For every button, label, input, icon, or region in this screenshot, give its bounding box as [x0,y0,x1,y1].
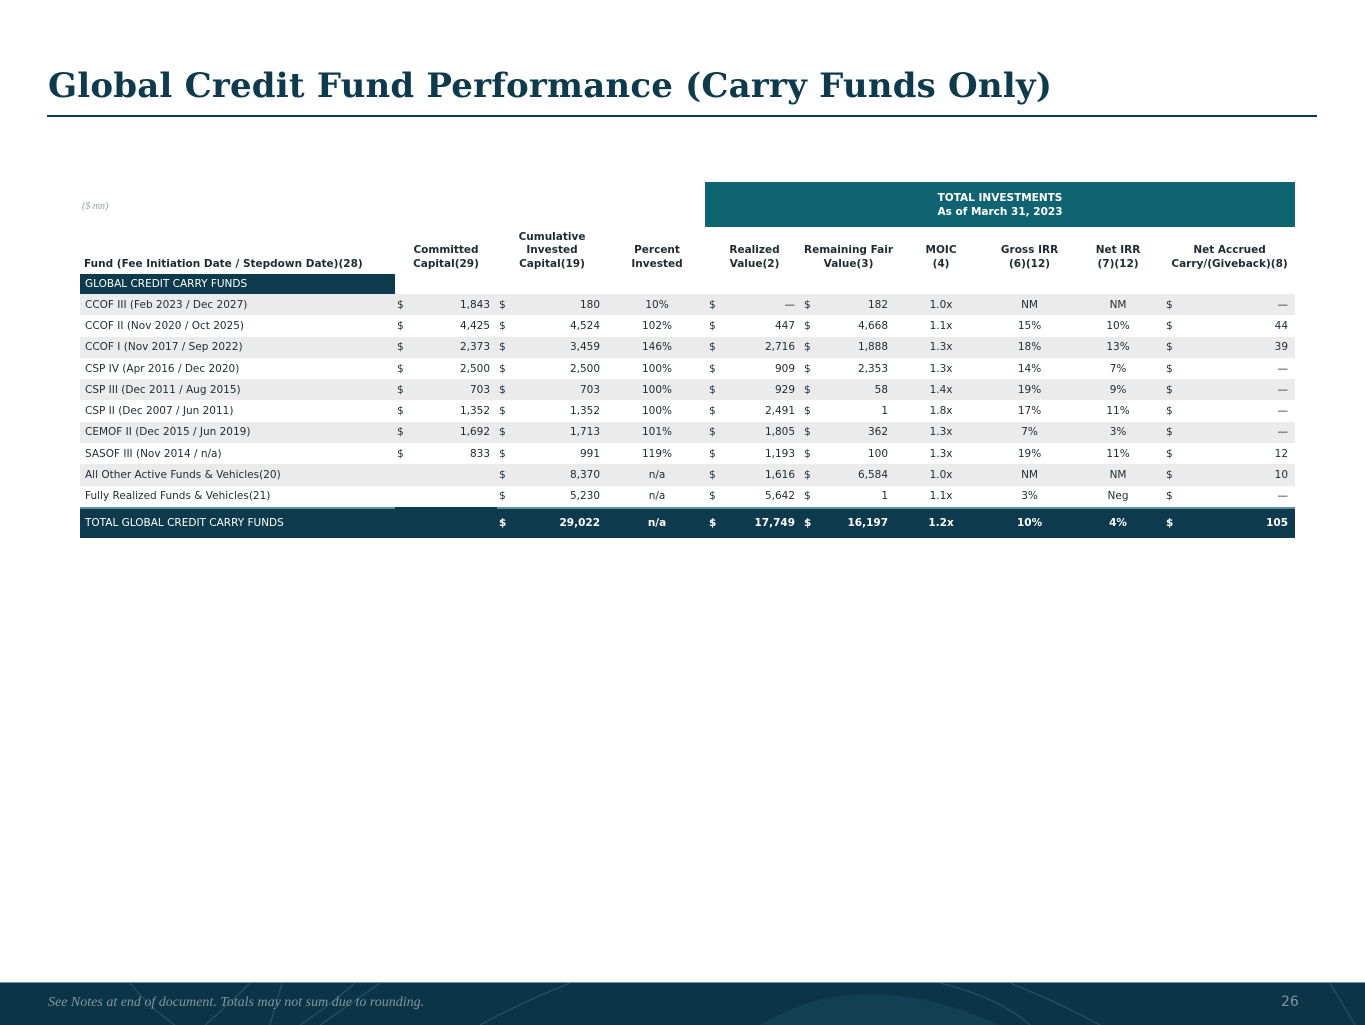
fund-name: TOTAL GLOBAL CREDIT CARRY FUNDS [80,508,395,538]
table-row [80,294,1295,315]
remaining-fair-value: 58 [824,379,895,400]
net-accrued-carry: — [1186,422,1295,443]
realized-value: 929 [729,379,802,400]
currency-symbol: $ [1164,294,1186,315]
header-gross-irr [987,228,1072,274]
realized-value: 17,749 [729,508,802,538]
moic: 1.1x [929,490,953,503]
remaining-fair-value: 16,197 [824,508,895,538]
moic: 1.3x [895,422,987,443]
currency-symbol: $ [804,405,811,418]
currency-symbol: $ [499,319,506,332]
page-number: 26 [1281,994,1299,1010]
moic: 1.0x [895,294,987,315]
table-row [80,443,1295,464]
fund-name: CSP III (Dec 2011 / Aug 2015) [80,379,395,400]
currency-symbol: $ [707,294,729,315]
header-committed [395,228,497,274]
currency-symbol: $ [804,447,811,460]
currency-symbol: $ [1164,337,1186,358]
currency-symbol: $ [804,490,811,503]
net-irr: 11% [1106,405,1130,418]
currency-symbol: $ [497,294,519,315]
footer [0,982,1365,1025]
net-irr: 3% [1072,422,1164,443]
committed-capital: 1,843 [417,294,497,315]
net-irr: 10% [1106,319,1130,332]
cumulative-invested: 991 [579,447,601,460]
header-percent [607,228,707,274]
gross-irr: 18% [987,337,1072,358]
currency-symbol: $ [395,379,417,400]
table-row [80,315,1295,336]
header-line: Capital(29) [413,257,479,270]
header-line: Value(2) [729,257,780,270]
cumulative-invested: 1,352 [569,405,601,418]
percent-invested: 100% [642,362,673,375]
table-row [80,486,1295,508]
percent-invested: 100% [642,405,673,418]
committed-capital: 4,425 [459,319,491,332]
net-irr: 9% [1072,379,1164,400]
currency-symbol: $ [709,490,716,503]
committed-capital: 1,692 [417,422,497,443]
currency-symbol: $ [707,337,729,358]
net-accrued-carry: — [1277,490,1289,503]
fund-performance-table [80,228,1295,538]
percent-invested: n/a [607,464,707,485]
currency-symbol: $ [395,337,417,358]
net-irr: NM [1072,294,1164,315]
cumulative-invested: 1,713 [519,422,607,443]
currency-symbol: $ [707,379,729,400]
net-accrued-carry: — [1186,294,1295,315]
header-line: Invested [526,244,578,256]
moic: 1.1x [929,319,953,332]
percent-invested: 102% [642,319,673,332]
currency-symbol: $ [1164,464,1186,485]
currency-symbol: $ [1166,447,1173,460]
units-label: ($ mn) [82,201,109,212]
currency-symbol: $ [499,362,506,375]
net-irr: NM [1072,464,1164,485]
cumulative-invested: 703 [519,379,607,400]
net-irr: 7% [1109,362,1127,375]
band-title: TOTAL INVESTMENTS [937,192,1063,204]
gross-irr: 14% [1017,362,1042,375]
remaining-fair-value: 1 [881,490,889,503]
currency-symbol: $ [497,464,519,485]
header-line: (4) [932,257,950,270]
cumulative-invested: 180 [519,294,607,315]
percent-invested: n/a [607,508,707,538]
remaining-fair-value: 100 [867,447,889,460]
realized-value: 1,805 [729,422,802,443]
committed-capital: 2,500 [459,362,491,375]
header-row [80,228,1295,274]
moic: 1.3x [895,337,987,358]
net-irr: 11% [1106,447,1130,460]
currency-symbol: $ [497,379,519,400]
realized-value: 5,642 [764,490,796,503]
percent-invested: 146% [607,337,707,358]
currency-symbol: $ [395,294,417,315]
header-line: MOIC [925,244,957,256]
moic: 1.3x [929,362,953,375]
currency-symbol: $ [709,362,716,375]
currency-symbol: $ [802,464,824,485]
currency-symbol: $ [804,362,811,375]
percent-invested: n/a [648,490,666,503]
cumulative-invested: 8,370 [519,464,607,485]
currency-symbol: $ [1166,362,1173,375]
header-line: Realized [729,244,780,256]
currency-symbol: $ [804,319,811,332]
empty-cell [395,464,417,485]
remaining-fair-value: 1,888 [824,337,895,358]
net-accrued-carry: — [1186,379,1295,400]
remaining-fair-value: 362 [824,422,895,443]
header-line: Cumulative [518,230,586,243]
currency-symbol: $ [1164,508,1186,538]
header-realized [707,228,802,274]
header-net-irr [1072,228,1164,274]
fund-name: Fully Realized Funds & Vehicles(21) [85,490,271,503]
fund-name: All Other Active Funds & Vehicles(20) [80,464,395,485]
header-line: Committed [413,244,479,256]
table-row [80,422,1295,443]
empty-cell [417,486,497,508]
percent-invested: 100% [607,379,707,400]
currency-symbol: $ [802,379,824,400]
header-moic [895,228,987,274]
empty-cell [417,508,497,538]
remaining-fair-value: 2,353 [857,362,889,375]
currency-symbol: $ [709,319,716,332]
currency-symbol: $ [802,422,824,443]
percent-invested: 119% [642,447,673,460]
moic: 1.4x [895,379,987,400]
header-line: Capital(19) [519,257,585,270]
header-remaining [802,228,895,274]
realized-value: 909 [774,362,796,375]
table-row [80,337,1295,358]
fund-name: CSP II (Dec 2007 / Jun 2011) [85,405,234,418]
currency-symbol: $ [1164,379,1186,400]
header-line: (6)(12) [1008,257,1051,270]
percent-invested: 10% [607,294,707,315]
currency-symbol: $ [499,405,506,418]
currency-symbol: $ [802,294,824,315]
gross-irr: 17% [1017,405,1042,418]
currency-symbol: $ [497,337,519,358]
section-row [80,274,1295,294]
realized-value: 2,716 [729,337,802,358]
net-accrued-carry: 10 [1186,464,1295,485]
header-line: Net Accrued [1193,244,1266,256]
currency-symbol: $ [497,508,519,538]
empty-cell [417,464,497,485]
header-fund: Fund (Fee Initiation Date / Stepdown Date)(28) [84,257,363,270]
percent-invested: 101% [607,422,707,443]
committed-capital: 1,352 [459,405,491,418]
net-irr: 13% [1072,337,1164,358]
net-accrued-carry: — [1277,405,1289,418]
fund-name: SASOF III (Nov 2014 / n/a) [85,447,222,460]
gross-irr: NM [987,294,1072,315]
cumulative-invested: 5,230 [569,490,601,503]
header-line: Carry/(Giveback)(8) [1171,257,1288,270]
currency-symbol: $ [397,447,404,460]
net-accrued-carry: — [1277,362,1289,375]
header-line: Invested [631,257,683,270]
cumulative-invested: 2,500 [569,362,601,375]
net-irr: 4% [1072,508,1164,538]
net-accrued-carry: 39 [1186,337,1295,358]
currency-symbol: $ [397,362,404,375]
fund-name: CEMOF II (Dec 2015 / Jun 2019) [80,422,395,443]
currency-symbol: $ [1166,319,1173,332]
currency-symbol: $ [707,422,729,443]
empty-cell [395,508,417,538]
moic: 1.2x [895,508,987,538]
fund-name: CSP IV (Apr 2016 / Dec 2020) [85,362,240,375]
table-row [80,464,1295,485]
header-line: Percent [634,244,680,256]
gross-irr: 15% [1017,319,1042,332]
gross-irr: 10% [987,508,1072,538]
fund-name: CCOF III (Feb 2023 / Dec 2027) [80,294,395,315]
currency-symbol: $ [499,490,506,503]
currency-symbol: $ [707,464,729,485]
table-row [80,379,1295,400]
realized-value: — [729,294,802,315]
header-cumulative [497,228,607,274]
currency-symbol: $ [1166,490,1173,503]
header-line: Remaining Fair [804,244,894,256]
realized-value: 447 [774,319,796,332]
committed-capital: 833 [469,447,491,460]
net-accrued-carry: 105 [1186,508,1295,538]
realized-value: 1,193 [764,447,796,460]
currency-symbol: $ [709,447,716,460]
total-investments-band [705,182,1295,227]
realized-value: 1,616 [729,464,802,485]
gross-irr: 19% [1017,447,1042,460]
currency-symbol: $ [395,422,417,443]
header-line: Value(3) [823,257,874,270]
fund-name: CCOF II (Nov 2020 / Oct 2025) [85,319,245,332]
moic: 1.0x [895,464,987,485]
net-irr: Neg [1107,490,1129,503]
currency-symbol: $ [802,337,824,358]
title-divider [47,115,1317,117]
currency-symbol: $ [709,405,716,418]
header-line: (7)(12) [1097,257,1139,270]
currency-symbol: $ [397,319,404,332]
committed-capital: 703 [417,379,497,400]
total-row [80,508,1295,538]
moic: 1.3x [929,447,953,460]
gross-irr: NM [987,464,1072,485]
currency-symbol: $ [1164,422,1186,443]
committed-capital: 2,373 [417,337,497,358]
section-label: GLOBAL CREDIT CARRY FUNDS [80,274,395,294]
currency-symbol: $ [497,422,519,443]
header-carry [1164,228,1295,274]
remaining-fair-value: 4,668 [857,319,889,332]
remaining-fair-value: 182 [824,294,895,315]
currency-symbol: $ [1166,405,1173,418]
currency-symbol: $ [397,405,404,418]
table-row [80,358,1295,379]
page-title: Global Credit Fund Performance (Carry Funds Only) [48,66,1053,106]
remaining-fair-value: 1 [881,405,889,418]
band-date: As of March 31, 2023 [937,206,1063,218]
footer-note: See Notes at end of document. Totals may not sum due to rounding. [48,995,425,1010]
gross-irr: 3% [1021,490,1038,503]
table-row [80,400,1295,421]
gross-irr: 19% [987,379,1072,400]
cumulative-invested: 3,459 [519,337,607,358]
empty-cell [395,486,417,508]
net-accrued-carry: 12 [1274,447,1289,460]
fund-name: CCOF I (Nov 2017 / Sep 2022) [80,337,395,358]
header-line: Net IRR [1095,244,1141,256]
gross-irr: 7% [987,422,1072,443]
cumulative-invested: 29,022 [519,508,607,538]
realized-value: 2,491 [764,405,796,418]
net-accrued-carry: 44 [1274,319,1289,332]
remaining-fair-value: 6,584 [824,464,895,485]
currency-symbol: $ [499,447,506,460]
header-line: Gross IRR [1000,244,1059,256]
moic: 1.8x [929,405,953,418]
cumulative-invested: 4,524 [569,319,601,332]
currency-symbol: $ [802,508,824,538]
currency-symbol: $ [707,508,729,538]
